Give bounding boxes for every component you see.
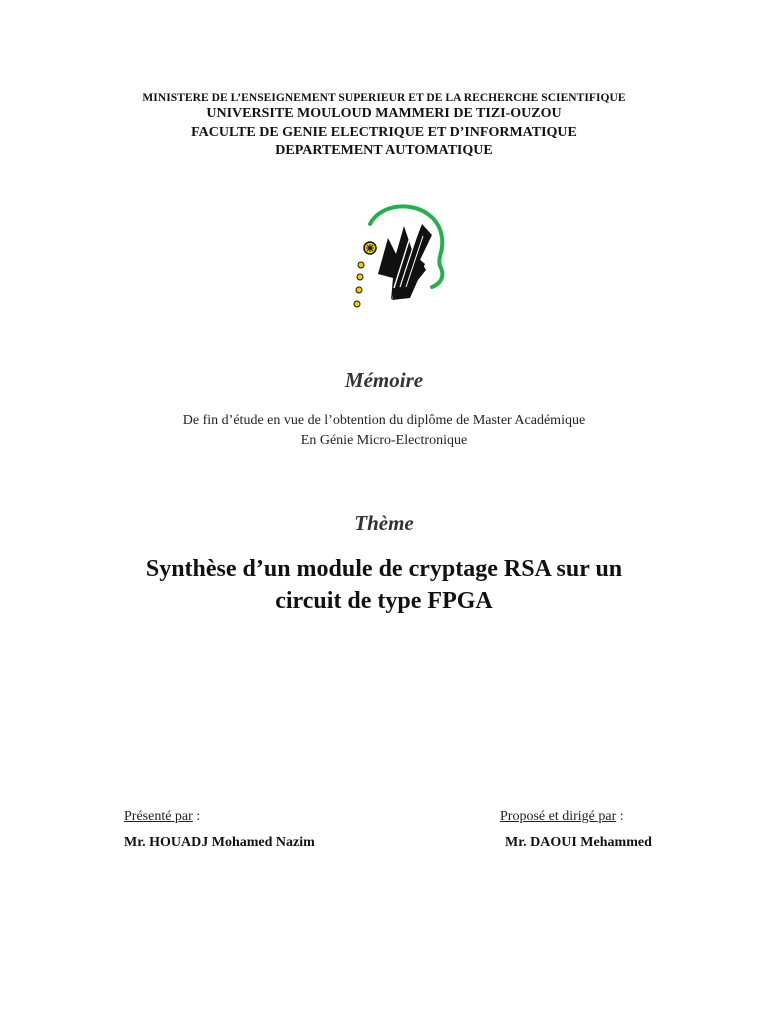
faculty-heading: FACULTE DE GENIE ELECTRIQUE ET D’INFORMATIQUE xyxy=(191,125,577,140)
department-heading: DEPARTEMENT AUTOMATIQUE xyxy=(275,143,493,158)
ministry-heading: MINISTERE DE L’ENSEIGNEMENT SUPERIEUR ET DE LA RECHERCHE SCIENTIFIQUE xyxy=(142,92,626,104)
presented-by-label xyxy=(124,809,200,825)
degree-description: De fin d’étude en vue de l’obtention du diplôme de Master Académique xyxy=(182,413,586,428)
student-name: Mr. HOUADJ Mohamed Nazim xyxy=(124,835,315,850)
proposed-by-text: Proposé et dirigé par xyxy=(500,809,617,824)
memoire-title: Mémoire xyxy=(344,368,424,392)
presented-by-text: Présenté par xyxy=(124,809,193,824)
presented-by-colon: : xyxy=(192,809,201,824)
logo-icon xyxy=(350,196,458,314)
university-logo xyxy=(350,196,458,314)
subject-title-line-2: circuit de type FPGA xyxy=(275,588,493,614)
university-heading: UNIVERSITE MOULOUD MAMMERI DE TIZI-OUZOU xyxy=(206,106,562,121)
proposed-by-colon: : xyxy=(616,809,624,824)
specialty-description: En Génie Micro-Electronique xyxy=(300,433,468,448)
supervisor-name: Mr. DAOUI Mehammed xyxy=(505,835,652,850)
subject-title-line-1: Synthèse d’un module de cryptage RSA sur un xyxy=(145,556,623,582)
proposed-by-label xyxy=(500,809,624,825)
theme-title: Thème xyxy=(354,511,414,535)
